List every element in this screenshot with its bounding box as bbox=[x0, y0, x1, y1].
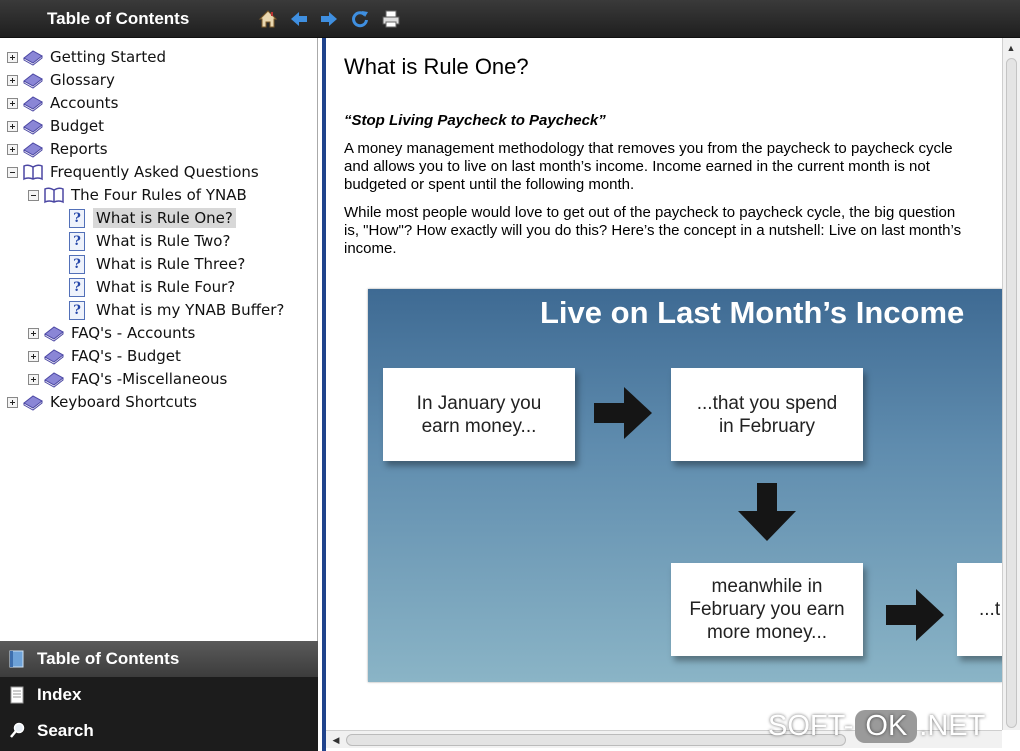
book-icon bbox=[43, 347, 65, 365]
print-icon bbox=[381, 9, 401, 29]
watermark-prefix: SOFT- bbox=[768, 709, 854, 742]
help-topic-icon: ? bbox=[69, 278, 85, 297]
toc-item-label: Budget bbox=[50, 117, 104, 135]
toc-item-faq-misc[interactable] bbox=[28, 368, 227, 390]
forward-button[interactable] bbox=[317, 7, 341, 31]
help-topic-icon: ? bbox=[69, 209, 85, 228]
refresh-button[interactable] bbox=[348, 7, 372, 31]
vertical-scroll-thumb[interactable] bbox=[1006, 58, 1017, 728]
toc-item-label: Reports bbox=[50, 140, 108, 158]
expand-toggle[interactable] bbox=[7, 121, 18, 132]
home-button[interactable] bbox=[256, 7, 280, 31]
collapse-toggle[interactable] bbox=[7, 167, 18, 178]
collapse-toggle[interactable] bbox=[28, 190, 39, 201]
expand-toggle[interactable] bbox=[7, 144, 18, 155]
box-line: meanwhile in bbox=[711, 576, 823, 597]
toc-item-ynab-buffer[interactable] bbox=[69, 299, 284, 321]
home-icon bbox=[258, 9, 278, 29]
help-topic-icon: ? bbox=[69, 232, 85, 251]
box-line: February you earn bbox=[689, 599, 845, 620]
scroll-up-icon[interactable]: ▲ bbox=[1006, 43, 1016, 53]
box-line: earn money... bbox=[421, 415, 537, 437]
print-button[interactable] bbox=[379, 7, 403, 31]
toc-item-four-rules[interactable] bbox=[28, 184, 247, 206]
nav-label: Search bbox=[37, 721, 94, 740]
help-topic-icon: ? bbox=[69, 301, 85, 320]
expand-toggle[interactable] bbox=[28, 351, 39, 362]
forward-arrow-icon bbox=[319, 9, 339, 29]
box-line: ...t bbox=[979, 599, 1001, 620]
back-button[interactable] bbox=[287, 7, 311, 31]
article-tagline: “Stop Living Paycheck to Paycheck” bbox=[344, 112, 606, 129]
open-book-icon bbox=[22, 163, 44, 181]
expand-toggle[interactable] bbox=[28, 328, 39, 339]
book-icon bbox=[22, 94, 44, 112]
diagram-box-february-earn bbox=[671, 563, 863, 656]
box-line: ...that you spend bbox=[696, 392, 838, 414]
help-topic-icon: ? bbox=[69, 255, 85, 274]
toc-item-accounts[interactable] bbox=[7, 92, 118, 114]
nav-label: Index bbox=[37, 685, 82, 704]
content-accent-rule bbox=[322, 38, 326, 751]
toc-item-label: Frequently Asked Questions bbox=[50, 163, 259, 181]
toc-item-label: What is Rule Three? bbox=[96, 255, 246, 273]
toolbar bbox=[0, 0, 1020, 38]
article-title: What is Rule One? bbox=[344, 54, 529, 79]
sidebar-nav bbox=[0, 641, 318, 751]
open-book-icon bbox=[43, 186, 65, 204]
expand-toggle[interactable] bbox=[7, 75, 18, 86]
toc-item-faq[interactable] bbox=[7, 161, 259, 183]
arrow-right-icon bbox=[594, 387, 652, 439]
toc-item-label: FAQ's -Miscellaneous bbox=[71, 370, 228, 388]
diagram-box-february-spend bbox=[671, 368, 863, 461]
toc-item-rule-three[interactable] bbox=[69, 253, 245, 275]
toolbar-title: Table of Contents bbox=[47, 9, 190, 28]
toc-item-label: What is Rule One? bbox=[93, 208, 236, 228]
expand-toggle[interactable] bbox=[7, 52, 18, 63]
toc-item-faq-budget[interactable] bbox=[28, 345, 181, 367]
vertical-scrollbar[interactable] bbox=[1002, 38, 1020, 730]
box-line: more money... bbox=[706, 622, 828, 643]
expand-toggle[interactable] bbox=[28, 374, 39, 385]
expand-toggle[interactable] bbox=[7, 397, 18, 408]
toc-item-label: FAQ's - Accounts bbox=[71, 324, 196, 342]
box-line: In January you bbox=[416, 392, 542, 414]
paragraph-line: income. bbox=[344, 240, 397, 257]
back-arrow-icon bbox=[289, 9, 309, 29]
expand-toggle[interactable] bbox=[7, 98, 18, 109]
toc-item-getting-started[interactable] bbox=[7, 46, 166, 68]
article-paragraph-1 bbox=[344, 140, 996, 194]
diagram-title: Live on Last Month’s Income bbox=[540, 295, 965, 330]
book-icon bbox=[22, 71, 44, 89]
toc-item-rule-four[interactable] bbox=[69, 276, 235, 298]
toc-item-label: What is my YNAB Buffer? bbox=[96, 301, 285, 319]
paragraph-line: While most people would love to get out of the paycheck to paycheck cycle, the big question bbox=[344, 204, 956, 221]
arrow-right-icon bbox=[886, 589, 944, 641]
magnifier-icon bbox=[9, 722, 25, 740]
arrow-down-icon bbox=[738, 483, 796, 541]
article-paragraph-2 bbox=[344, 204, 996, 258]
toc-item-keyboard-shortcuts[interactable] bbox=[7, 391, 197, 413]
index-page-icon bbox=[9, 686, 25, 704]
toc-item-budget[interactable] bbox=[7, 115, 104, 137]
book-icon bbox=[22, 140, 44, 158]
toc-item-faq-accounts[interactable] bbox=[28, 322, 195, 344]
watermark-ok: OK bbox=[855, 710, 917, 743]
diagram-box-january bbox=[383, 368, 575, 461]
book-icon bbox=[22, 393, 44, 411]
nav-table-of-contents[interactable] bbox=[0, 641, 318, 677]
nav-label: Table of Contents bbox=[37, 649, 180, 668]
toc-item-label: Keyboard Shortcuts bbox=[50, 393, 197, 411]
toc-item-label: Glossary bbox=[50, 71, 115, 89]
paragraph-line: and allows you to live on last month’s income. Income earned in the current month is not bbox=[344, 158, 930, 175]
refresh-icon bbox=[350, 9, 370, 29]
paragraph-line: budgeted or spent until the following month. bbox=[344, 176, 635, 193]
toc-item-rule-one[interactable] bbox=[69, 207, 236, 229]
book-icon bbox=[22, 48, 44, 66]
watermark-suffix: .NET bbox=[919, 709, 986, 742]
contents-book-icon bbox=[9, 650, 25, 668]
toc-item-reports[interactable] bbox=[7, 138, 108, 160]
diagram-box-partial bbox=[957, 563, 1002, 656]
paragraph-line: A money management methodology that removes you from the paycheck to paycheck cycle bbox=[344, 140, 953, 157]
toc-item-rule-two[interactable] bbox=[69, 230, 230, 252]
toc-item-label: Accounts bbox=[50, 94, 119, 112]
toc-item-label: What is Rule Two? bbox=[96, 232, 231, 250]
watermark bbox=[768, 706, 985, 746]
nav-index[interactable] bbox=[0, 677, 318, 713]
toc-item-label: The Four Rules of YNAB bbox=[71, 186, 247, 204]
book-icon bbox=[43, 324, 65, 342]
toc-item-label: FAQ's - Budget bbox=[71, 347, 181, 365]
toc-item-glossary[interactable] bbox=[7, 69, 115, 91]
scroll-left-icon[interactable]: ◀ bbox=[332, 734, 340, 745]
box-line: in February bbox=[718, 415, 816, 437]
income-diagram bbox=[368, 289, 1002, 682]
toc-item-label: Getting Started bbox=[50, 48, 166, 66]
toc-item-label: What is Rule Four? bbox=[96, 278, 236, 296]
nav-search[interactable] bbox=[0, 713, 318, 749]
paragraph-line: is, "How"? How exactly will you do this? Here’s the concept in a nutshell: Live on last month’s bbox=[344, 222, 962, 239]
book-icon bbox=[22, 117, 44, 135]
book-icon bbox=[43, 370, 65, 388]
